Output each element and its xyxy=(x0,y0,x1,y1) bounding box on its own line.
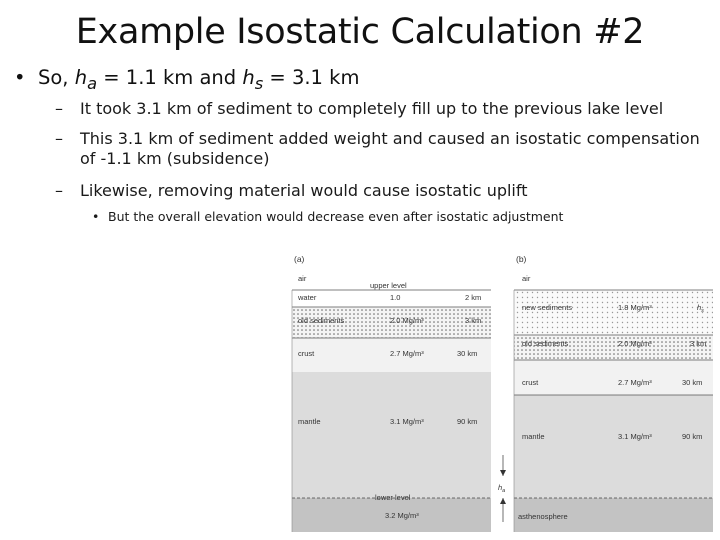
air-label-b: air xyxy=(522,274,531,283)
crust-density-b: 2.7 Mg/m³ xyxy=(618,378,652,387)
bullet-suffix: = 3.1 km xyxy=(263,66,360,89)
ha-label-b xyxy=(498,483,505,494)
bullet-glyph: • xyxy=(14,66,26,89)
panel-b xyxy=(498,254,713,532)
crust-thickness-b: 30 km xyxy=(682,378,703,387)
old-sediments-thickness-b: 3 km xyxy=(690,339,707,348)
panel-a-label: (a) xyxy=(294,254,305,264)
asthenosphere-density-a: 3.2 Mg/m³ xyxy=(385,511,419,520)
crust-density-a: 2.7 Mg/m³ xyxy=(390,349,424,358)
asthenosphere-label-b: asthenosphere xyxy=(518,512,568,521)
sub-sub-bullet-text: But the overall elevation would decrease even after isostatic adjustment xyxy=(108,209,564,224)
panel-a xyxy=(292,254,491,532)
mantle-thickness-a: 90 km xyxy=(457,417,478,426)
hs-subscript: s xyxy=(254,73,264,93)
ha-sub-b: a xyxy=(502,488,506,494)
water-label: water xyxy=(298,293,317,302)
old-sediments-label-b: old sediments xyxy=(522,339,569,348)
dash-glyph: – xyxy=(55,181,63,200)
hs-sub-b: s xyxy=(701,308,704,314)
sub-bullet-text: Likewise, removing material would cause isostatic uplift xyxy=(80,181,528,200)
old-sediments-density-b: 2.0 Mg/m³ xyxy=(618,339,652,348)
crust-thickness-a: 30 km xyxy=(457,349,478,358)
new-sediments-layer-b xyxy=(514,290,713,335)
sub-bullet-text: It took 3.1 km of sediment to completely fill up to the previous lake level xyxy=(80,99,664,118)
mantle-density-a: 3.1 Mg/m³ xyxy=(390,417,424,426)
crust-label-b: crust xyxy=(522,378,539,387)
dash-glyph: – xyxy=(55,129,63,148)
dash-glyph: – xyxy=(55,99,63,118)
ha-dimension-arrow xyxy=(498,455,506,522)
mantle-layer-b xyxy=(514,395,713,498)
mantle-label-a: mantle xyxy=(298,417,321,426)
ha-var-b: h xyxy=(498,483,503,492)
air-label-a: air xyxy=(298,274,307,283)
hs-var-b: h xyxy=(697,303,702,312)
sub-bullet-text: This 3.1 km of sediment added weight and caused an isostatic compensation of -1.1 km (subsidence) xyxy=(80,129,700,168)
crust-label-a: crust xyxy=(298,349,315,358)
old-sediments-thickness-a: 3 km xyxy=(465,316,482,325)
hs-variable: h xyxy=(242,66,255,89)
old-sediments-label-a: old sediments xyxy=(298,316,345,325)
mantle-thickness-b: 90 km xyxy=(682,432,703,441)
ha-subscript: a xyxy=(87,73,98,93)
bullet-glyph: • xyxy=(92,209,100,224)
ha-variable: h xyxy=(74,66,88,89)
old-sediments-density-a: 2.0 Mg/m³ xyxy=(390,316,424,325)
bullet-prefix: So, xyxy=(38,66,75,89)
panel-b-label: (b) xyxy=(516,254,527,264)
slide-title: Example Isostatic Calculation #2 xyxy=(75,12,645,52)
bullet-middle: = 1.1 km and xyxy=(97,66,243,89)
upper-level-label: upper level xyxy=(370,281,407,290)
lower-level-label: lower level xyxy=(375,493,411,502)
new-sediments-density: 1.8 Mg/m³ xyxy=(618,303,652,312)
water-thickness: 2 km xyxy=(465,293,482,302)
new-sediments-label: new sediments xyxy=(522,303,573,312)
mantle-density-b: 3.1 Mg/m³ xyxy=(618,432,652,441)
mantle-label-b: mantle xyxy=(522,432,545,441)
mantle-layer-a xyxy=(292,372,491,498)
water-density: 1.0 xyxy=(390,293,401,302)
